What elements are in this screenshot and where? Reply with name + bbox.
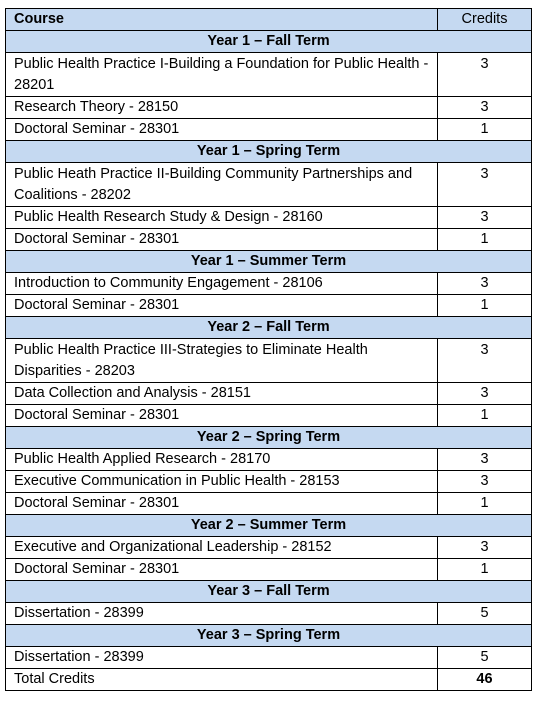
term-header-row	[6, 141, 532, 163]
course-credits: 3	[438, 449, 532, 471]
table-header-row	[6, 9, 532, 31]
course-row	[6, 449, 532, 471]
course-row	[6, 537, 532, 559]
course-column-header: Course	[6, 9, 438, 31]
term-title: Year 2 – Summer Term	[6, 515, 532, 537]
total-row	[6, 669, 532, 691]
course-credits: 3	[438, 97, 532, 119]
term-title: Year 2 – Fall Term	[6, 317, 532, 339]
course-row	[6, 163, 532, 207]
course-credits: 3	[438, 273, 532, 295]
term-title: Year 1 – Summer Term	[6, 251, 532, 273]
course-name: Public Health Applied Research - 28170	[6, 449, 438, 471]
course-credits: 3	[438, 53, 532, 97]
term-title: Year 3 – Spring Term	[6, 625, 532, 647]
course-name: Introduction to Community Engagement - 28106	[6, 273, 438, 295]
course-name: Data Collection and Analysis - 28151	[6, 383, 438, 405]
course-name: Dissertation - 28399	[6, 647, 438, 669]
course-name: Doctoral Seminar - 28301	[6, 559, 438, 581]
credits-column-header: Credits	[438, 9, 532, 31]
course-row	[6, 339, 532, 383]
course-row	[6, 273, 532, 295]
term-header-row	[6, 625, 532, 647]
course-credits: 3	[438, 163, 532, 207]
term-title: Year 2 – Spring Term	[6, 427, 532, 449]
term-header-row	[6, 427, 532, 449]
course-credits: 1	[438, 559, 532, 581]
course-row	[6, 53, 532, 97]
course-credits-table	[5, 8, 532, 691]
total-label: Total Credits	[6, 669, 438, 691]
course-name: Public Health Practice I-Building a Foundation for Public Health - 28201	[6, 53, 438, 97]
course-row	[6, 647, 532, 669]
term-header-row	[6, 317, 532, 339]
course-row	[6, 471, 532, 493]
course-credits: 3	[438, 339, 532, 383]
course-credits: 3	[438, 471, 532, 493]
course-row	[6, 119, 532, 141]
course-credits: 1	[438, 493, 532, 515]
course-row	[6, 295, 532, 317]
term-header-row	[6, 515, 532, 537]
course-name: Public Heath Practice II-Building Community Partnerships and Coalitions - 28202	[6, 163, 438, 207]
course-credits: 1	[438, 119, 532, 141]
course-credits: 3	[438, 383, 532, 405]
term-title: Year 1 – Fall Term	[6, 31, 532, 53]
course-name: Research Theory - 28150	[6, 97, 438, 119]
course-row	[6, 405, 532, 427]
course-name: Doctoral Seminar - 28301	[6, 295, 438, 317]
course-name: Public Health Research Study & Design - 28160	[6, 207, 438, 229]
course-row	[6, 207, 532, 229]
course-name: Doctoral Seminar - 28301	[6, 119, 438, 141]
total-value: 46	[438, 669, 532, 691]
term-header-row	[6, 251, 532, 273]
term-header-row	[6, 31, 532, 53]
course-credits: 5	[438, 647, 532, 669]
term-title: Year 3 – Fall Term	[6, 581, 532, 603]
course-row	[6, 493, 532, 515]
course-row	[6, 559, 532, 581]
course-name: Executive Communication in Public Health - 28153	[6, 471, 438, 493]
course-name: Doctoral Seminar - 28301	[6, 493, 438, 515]
course-name: Dissertation - 28399	[6, 603, 438, 625]
course-credits: 5	[438, 603, 532, 625]
course-row	[6, 229, 532, 251]
course-name: Doctoral Seminar - 28301	[6, 405, 438, 427]
course-row	[6, 383, 532, 405]
course-name: Doctoral Seminar - 28301	[6, 229, 438, 251]
term-title: Year 1 – Spring Term	[6, 141, 532, 163]
course-name: Executive and Organizational Leadership - 28152	[6, 537, 438, 559]
course-table-container	[5, 8, 531, 691]
course-name: Public Health Practice III-Strategies to Eliminate Health Disparities - 28203	[6, 339, 438, 383]
course-credits: 1	[438, 405, 532, 427]
course-credits: 1	[438, 295, 532, 317]
course-credits: 3	[438, 537, 532, 559]
term-header-row	[6, 581, 532, 603]
course-credits: 1	[438, 229, 532, 251]
course-row	[6, 603, 532, 625]
course-credits: 3	[438, 207, 532, 229]
course-row	[6, 97, 532, 119]
